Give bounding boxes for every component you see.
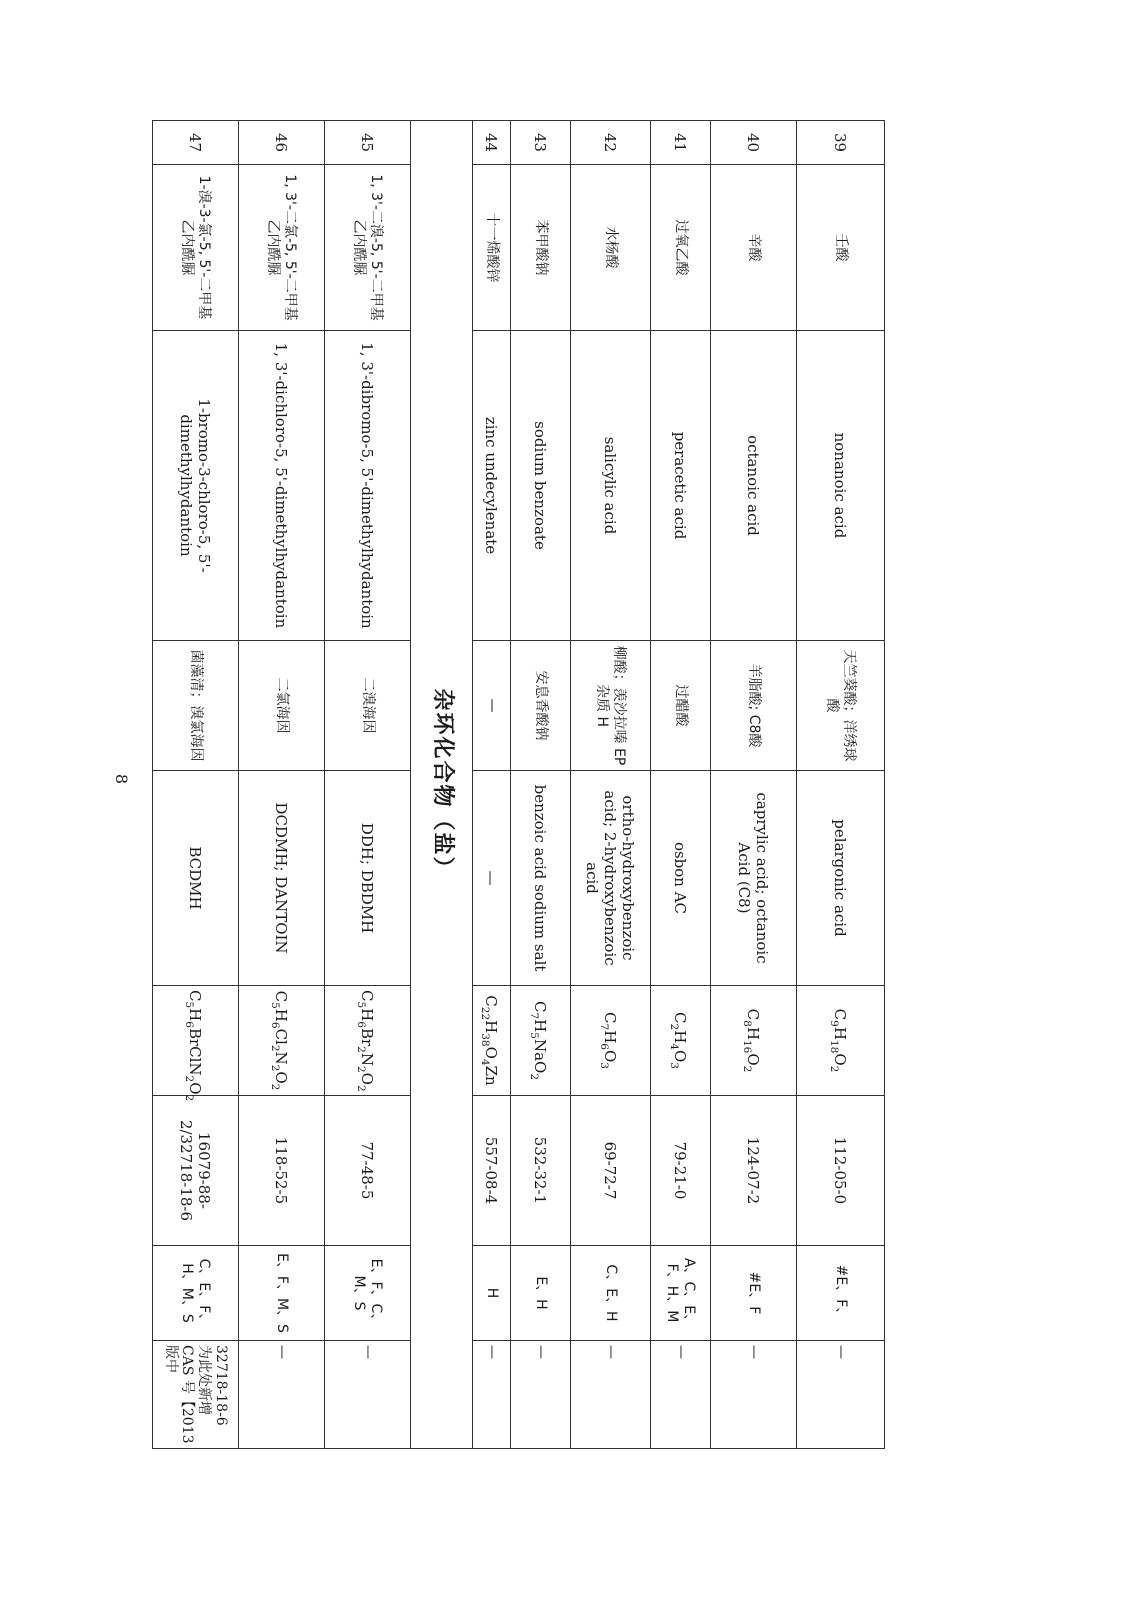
- cell-use: H: [473, 1246, 511, 1341]
- table-row: [325, 121, 411, 1449]
- cell-chinese-alias: 二氯海因: [239, 641, 325, 771]
- table-row: [571, 121, 651, 1449]
- cell-english-name: nonanoic acid: [797, 331, 885, 641]
- table-row: [153, 121, 239, 1449]
- cell-formula: $C_7H_5NaO_2$: [511, 986, 571, 1096]
- section-heading: 杂环化合物（盐）: [411, 121, 473, 1449]
- cell-english-name: 1, 3'-dibromo-5, 5'-dimethylhydantoin: [325, 331, 411, 641]
- cell-chinese-name: 苯甲酸钠: [511, 165, 571, 331]
- cell-cas: 557-08-4: [473, 1096, 511, 1246]
- cell-formula: $C_8H_{16}O_2$: [711, 986, 797, 1096]
- cell-cas: 69-72-7: [571, 1096, 651, 1246]
- cell-formula: $C_2H_4O_3$: [651, 986, 711, 1096]
- table-row: [239, 121, 325, 1449]
- cell-number: 42: [571, 121, 651, 165]
- cell-chinese-alias: 天竺葵酸；洋绣球酸: [797, 641, 885, 771]
- cell-remark: —: [571, 1341, 651, 1449]
- section-heading-row: [411, 121, 473, 1449]
- cell-number: 39: [797, 121, 885, 165]
- cell-english-name: zinc undecylenate: [473, 331, 511, 641]
- cell-english-name: salicylic acid: [571, 331, 651, 641]
- cell-chinese-name: 水杨酸: [571, 165, 651, 331]
- cell-english-name: octanoic acid: [711, 331, 797, 641]
- cell-formula: $C_{22}H_{38}O_4Zn$: [473, 986, 511, 1096]
- cell-chinese-name: 1, 3'-二溴-5, 5'-二甲基乙内酰脲: [325, 165, 411, 331]
- cell-chinese-alias: 菌藻清；溴氯海因: [153, 641, 239, 771]
- cell-number: 40: [711, 121, 797, 165]
- cell-number: 43: [511, 121, 571, 165]
- cell-chinese-alias: 羊脂酸; C8酸: [711, 641, 797, 771]
- cell-cas: 79-21-0: [651, 1096, 711, 1246]
- cell-cas: 16079-88-2/32718-18-6: [153, 1096, 239, 1246]
- cell-chinese-name: 辛酸: [711, 165, 797, 331]
- cell-use: E、F、M、S: [239, 1246, 325, 1341]
- cell-chinese-alias: 过醋酸: [651, 641, 711, 771]
- cell-english-alias: BCDMH: [153, 771, 239, 986]
- cell-number: 44: [473, 121, 511, 165]
- table-row: [511, 121, 571, 1449]
- table-row: [473, 121, 511, 1449]
- cell-formula: $C_5H_6Br_2N_2O_2$: [325, 986, 411, 1096]
- table-row: [711, 121, 797, 1449]
- cell-use: C、E、H: [571, 1246, 651, 1341]
- cell-english-alias: DCDMH; DANTOIN: [239, 771, 325, 986]
- cell-cas: 118-52-5: [239, 1096, 325, 1246]
- cell-cas: 77-48-5: [325, 1096, 411, 1246]
- cell-remark: —: [239, 1341, 325, 1449]
- cell-english-alias: —: [473, 771, 511, 986]
- cell-cas: 112-05-0: [797, 1096, 885, 1246]
- table-row: [651, 121, 711, 1449]
- cell-use: C、E、F、H、M、S: [153, 1246, 239, 1341]
- cell-remark: —: [325, 1341, 411, 1449]
- cell-chinese-alias: 二溴海因: [325, 641, 411, 771]
- cell-chinese-alias: 柳酸；羡沙拉嗪 EP 杂质 H: [571, 641, 651, 771]
- cell-chinese-name: 1, 3'-二氯-5, 5'-二甲基乙内酰脲: [239, 165, 325, 331]
- cell-chinese-name: 壬酸: [797, 165, 885, 331]
- cell-number: 46: [239, 121, 325, 165]
- cell-use: E、F、C、M、S: [325, 1246, 411, 1341]
- cell-english-name: sodium benzoate: [511, 331, 571, 641]
- cell-use: #E、F: [711, 1246, 797, 1341]
- cell-use: #E、F、: [797, 1246, 885, 1341]
- cell-number: 45: [325, 121, 411, 165]
- cell-use: E、H: [511, 1246, 571, 1341]
- cell-formula: $C_7H_6O_3$: [571, 986, 651, 1096]
- cell-remark: —: [711, 1341, 797, 1449]
- cell-english-alias: DDH; DBDMH: [325, 771, 411, 986]
- cell-english-alias: osbon AC: [651, 771, 711, 986]
- cell-chinese-name: 十一烯酸锌: [473, 165, 511, 331]
- cell-remark: —: [473, 1341, 511, 1449]
- cell-number: 47: [153, 121, 239, 165]
- cell-formula: $C_5H_6BrClN_2O_2$: [153, 986, 239, 1096]
- cell-english-name: peracetic acid: [651, 331, 711, 641]
- cell-remark: —: [651, 1341, 711, 1449]
- cell-english-alias: ortho-hydroxybenzoic acid; 2-hydroxybenzoic acid: [571, 771, 651, 986]
- cell-english-alias: pelargonic acid: [797, 771, 885, 986]
- cell-chinese-alias: 安息香酸钠: [511, 641, 571, 771]
- rows-before-section: [473, 121, 885, 1449]
- cell-english-name: 1, 3'-dichloro-5, 5'-dimethylhydantoin: [239, 331, 325, 641]
- cell-formula: $C_9H_{18}O_2$: [797, 986, 885, 1096]
- cell-english-alias: caprylic acid; octanoic Acid (C8): [711, 771, 797, 986]
- cell-chinese-name: 过氧乙酸: [651, 165, 711, 331]
- page-number: 8: [112, 773, 131, 785]
- cell-remark: —: [797, 1341, 885, 1449]
- cell-chinese-name: 1-溴-3-氯-5, 5'-二甲基乙内酰脲: [153, 165, 239, 331]
- cell-remark: —: [511, 1341, 571, 1449]
- rows-after-section: [153, 121, 411, 1449]
- cell-formula: $C_5H_6Cl_2N_2O_2$: [239, 986, 325, 1096]
- cell-english-alias: benzoic acid sodium salt: [511, 771, 571, 986]
- cell-english-name: 1-bromo-3-chloro-5, 5'-dimethylhydantoin: [153, 331, 239, 641]
- chemical-table: [152, 120, 885, 1449]
- cell-chinese-alias: —: [473, 641, 511, 771]
- table-row: [797, 121, 885, 1449]
- cell-use: A、C、E、F、H、M: [651, 1246, 711, 1341]
- cell-cas: 124-07-2: [711, 1096, 797, 1246]
- cell-remark: 32718-18-6 为此处新增 CAS 号【2013 版中: [153, 1341, 239, 1449]
- cell-cas: 532-32-1: [511, 1096, 571, 1246]
- cell-number: 41: [651, 121, 711, 165]
